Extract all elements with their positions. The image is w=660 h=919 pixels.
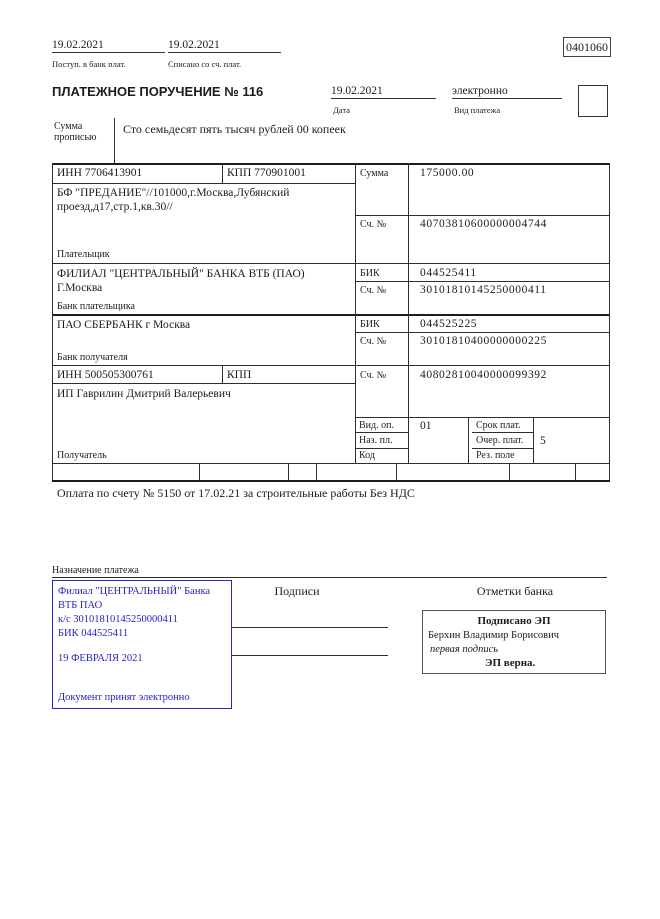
debited-date-label: Списано со сч. плат. (168, 59, 242, 69)
table-border-top (52, 163, 610, 165)
document-date-label: Дата (333, 105, 350, 115)
code-label: Код (359, 450, 375, 461)
table-border-right (609, 163, 610, 480)
receiver-kpp: КПП (227, 369, 252, 381)
signatures-heading: Подписи (274, 584, 320, 598)
sum-value: 175000.00 (420, 167, 475, 179)
grid-line (472, 432, 533, 433)
op-type-value: 01 (420, 420, 432, 432)
stamp-date: 19 ФЕВРАЛЯ 2021 (58, 653, 143, 664)
grid-line (52, 383, 355, 384)
table-border-bottom (52, 480, 610, 482)
payer-bank-bik-label: БИК (360, 268, 380, 279)
form-code-box: 0401060 (563, 37, 611, 57)
pay-purpose-code-label: Наз. пл. (359, 435, 393, 446)
stamp-accepted-note: Документ принят электронно (58, 692, 190, 703)
stamp-bank-name-line2: ВТБ ПАО (58, 600, 103, 611)
grid-line (355, 281, 610, 282)
grid-line (52, 183, 355, 184)
amount-words-value: Сто семьдесят пять тысяч рублей 00 копеек (123, 122, 346, 136)
divider (114, 118, 115, 163)
receiver-bank-section-label: Банк получателя (57, 352, 128, 363)
receiver-bank-account: 30101810400000000225 (420, 335, 547, 347)
grid-line (355, 332, 610, 333)
signature-line-2 (232, 655, 388, 656)
grid-line (52, 365, 610, 366)
payer-bank-section-label: Банк плательщика (57, 301, 135, 312)
receiver-bank-account-label: Сч. № (360, 336, 387, 347)
receiver-bank-bik-label: БИК (360, 319, 380, 330)
signer-name: Берхин Владимир Борисович (428, 630, 559, 641)
grid-line (222, 163, 223, 183)
grid-line (52, 463, 610, 464)
purpose-text: Оплата по счету № 5150 от 17.02.21 за строительные работы Без НДС (57, 486, 415, 500)
receiver-bank-bik: 044525225 (420, 318, 478, 330)
grid-line (199, 463, 200, 480)
grid-line (355, 432, 408, 433)
payment-kind-label: Вид платежа (454, 105, 501, 115)
document-date: 19.02.2021 (331, 84, 436, 99)
receiver-account-label: Сч. № (360, 370, 387, 381)
receiver-inn: ИНН 500505300761 (57, 369, 154, 381)
debited-date: 19.02.2021 (168, 38, 281, 53)
purpose-label: Назначение платежа (52, 565, 139, 576)
stamp-corr-account: к/с 30101810145250000411 (58, 614, 178, 625)
bank-stamp-box (52, 580, 232, 709)
grid-line (472, 448, 533, 449)
received-date: 19.02.2021 (52, 38, 165, 53)
bank-marks-heading: Отметки банка (476, 584, 554, 598)
signature-line-1 (232, 627, 388, 628)
payer-kpp: КПП 770901001 (227, 167, 306, 179)
receiver-bank-name: ПАО СБЕРБАНК г Москва (57, 319, 191, 331)
grid-line (355, 417, 610, 418)
priority-label: Очер. плат. (476, 435, 524, 446)
signed-ep-title: Подписано ЭП (477, 615, 551, 627)
sum-label: Сумма (360, 168, 389, 179)
stamp-bank-name-line1: Филиал "ЦЕНТРАЛЬНЫЙ" Банка (58, 586, 211, 597)
grid-line (316, 463, 317, 480)
payer-section-label: Плательщик (57, 249, 110, 260)
grid-line (408, 163, 409, 463)
stamp-bik: БИК 044525411 (58, 628, 129, 639)
payer-bank-account-label: Сч. № (360, 285, 387, 296)
payer-bank-name: ФИЛИАЛ "ЦЕНТРАЛЬНЫЙ" БАНКА ВТБ (ПАО) Г.Москва (57, 268, 305, 295)
electronic-signature-box (422, 610, 606, 674)
receiver-account: 40802810040000099392 (420, 369, 547, 381)
document-title: ПЛАТЕЖНОЕ ПОРУЧЕНИЕ № 116 (52, 84, 264, 99)
payer-name: БФ "ПРЕДАНИЕ"//101000,г.Москва,Лубянский проезд,д17,стр.1,кв.30// (57, 187, 290, 214)
grid-line (288, 463, 289, 480)
grid-line (509, 463, 510, 480)
grid-line (468, 417, 469, 463)
table-border-left (52, 163, 53, 480)
op-type-label: Вид. оп. (359, 420, 394, 431)
received-date-label: Поступ. в банк плат. (52, 59, 126, 69)
payer-account-label: Сч. № (360, 219, 387, 230)
grid-line (355, 215, 610, 216)
grid-line (52, 263, 610, 264)
grid-line (575, 463, 576, 480)
status-checkbox (578, 85, 608, 117)
payer-bank-bik: 044525411 (420, 267, 477, 279)
receiver-section-label: Получатель (57, 450, 107, 461)
payer-account: 40703810600000004744 (420, 218, 547, 230)
ep-verified: ЭП верна. (485, 657, 536, 669)
reserve-field-label: Рез. поле (476, 450, 515, 461)
signature-kind: первая подпись (430, 644, 499, 655)
priority-value: 5 (540, 435, 546, 447)
grid-line (533, 417, 534, 463)
grid-line (222, 365, 223, 383)
receiver-name: ИП Гаврилин Дмитрий Валерьевич (57, 388, 231, 400)
purpose-underline (52, 577, 607, 578)
payer-bank-account: 30101810145250000411 (420, 284, 547, 296)
pay-term-label: Срок плат. (476, 420, 521, 431)
amount-words-label: Сумма прописью (54, 121, 97, 143)
grid-line (396, 463, 397, 480)
payer-inn: ИНН 7706413901 (57, 167, 143, 179)
grid-line (52, 314, 610, 316)
grid-line (355, 448, 408, 449)
payment-kind: электронно (452, 84, 562, 99)
